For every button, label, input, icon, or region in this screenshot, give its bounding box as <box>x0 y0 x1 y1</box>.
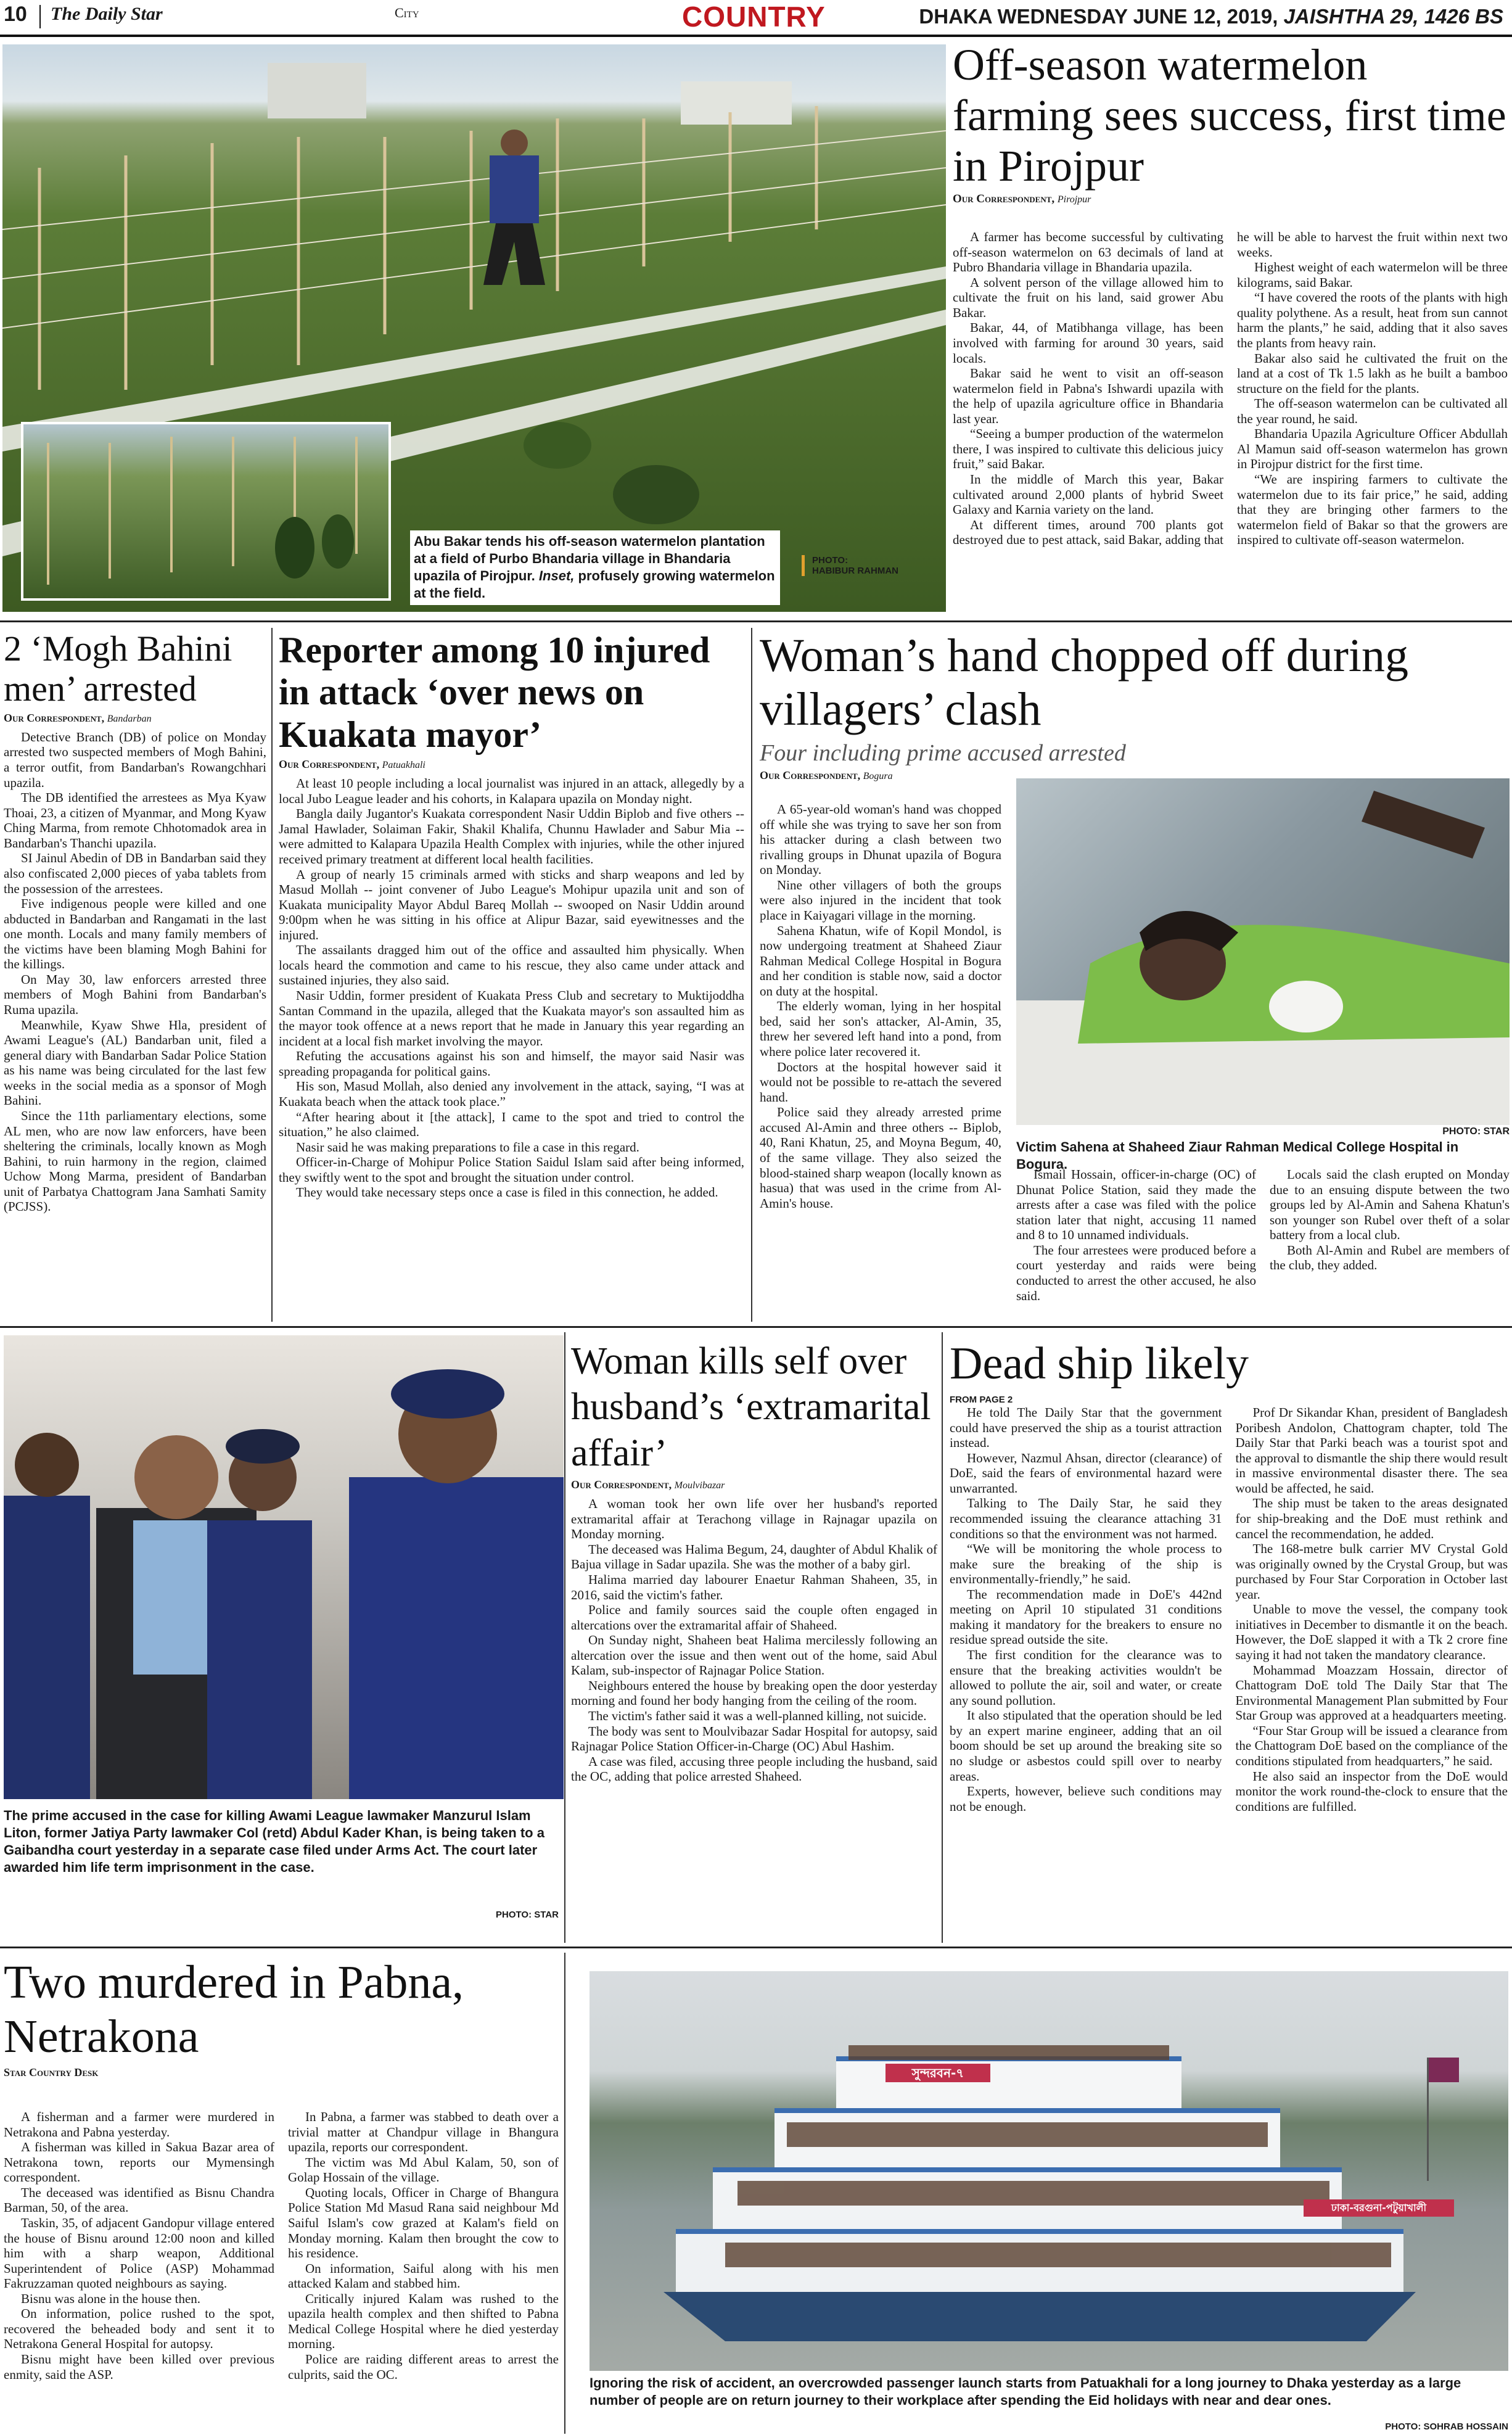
liton-photo <box>4 1335 564 1799</box>
paragraph: Mohammad Moazzam Hossain, director of Chattogram DoE told The Daily Star that The Environmental Management Plan submitted by Four Star Group was approved at a headquarters meeting. <box>1235 1662 1508 1723</box>
paragraph: Prof Dr Sikandar Khan, president of Bangladesh Poribesh Andolon, Chattogram chapter, told The Daily Star that Parki beach was a tourist spot and the approval to dismantle the ship there would result in massive environmental disaster there. The sea would be affected, he said. <box>1235 1405 1508 1496</box>
reporter-body <box>279 776 744 1200</box>
mogh-article <box>4 629 266 1214</box>
paragraph: Bhandaria Upazila Agriculture Officer Abdullah Al Mamun said off-season watermelon has grown in Pirojpur district for the first time. <box>1237 426 1508 472</box>
rule-v-2 <box>751 628 752 1322</box>
paragraph: “Four Star Group will be issued a clearance from the Chattogram DoE based on the compliance of the conditions stipulated from headquarters,” he said. <box>1235 1723 1508 1768</box>
paragraph: The deceased was identified as Bisnu Chandra Barman, 50, of the area. <box>4 2185 274 2215</box>
dateline-bn: JAISHTHA 29, 1426 BS <box>1283 5 1503 28</box>
masthead <box>0 0 1512 37</box>
paragraph: On information, police rushed to the spot, recovered the beheaded body and sent it to Netrakona General Hospital for autopsy. <box>4 2306 274 2352</box>
paragraph: A woman took her own life over her husband's reported extramarital affair at Terachong village in Rajnagar upazila on Monday morning. <box>571 1496 937 1542</box>
reporter-headline: Reporter among 10 injured in attack ‘over news on Kuakata mayor’ <box>279 630 710 755</box>
reporter-article <box>279 629 744 1200</box>
ship-headline: Dead ship likely <box>950 1338 1249 1389</box>
paragraph: On information, Saiful along with his men attacked Kalam and stabbed him. <box>288 2260 559 2291</box>
mogh-headline: 2 ‘Mogh Bahini men’ arrested <box>4 628 232 709</box>
paragraph: A farmer has become successful by cultivating off-season watermelon on 63 decimals of land at Pubro Bhandaria village in Bhandaria upazila. <box>953 229 1223 275</box>
paragraph: Bakar said he went to visit an off-season watermelon field in Pabna's Ishwardi upazila with the help of upazila agriculture office in Bhandaria last year. <box>953 366 1223 426</box>
mogh-body <box>4 730 266 1214</box>
woman-byline <box>571 1478 937 1491</box>
paragraph: A group of nearly 15 criminals armed with sticks and sharp weapons and led by Masud Mollah -- joint convener of Jubo League's Mohipur upazila unit and son of Kuakata municipality Mayor Abdul Bareq Mollah -- swooped on Nasir Uddin around 9:00pm when he was sitting in his office at Alipur Bazar, said eyewitnesses and the injured. <box>279 867 744 942</box>
paragraph: SI Jainul Abedin of DB in Bandarban said they also confiscated 2,000 pieces of yaba tablets from the possession of the arrestees. <box>4 851 266 896</box>
hand-photo <box>1016 778 1510 1125</box>
liton-caption: The prime accused in the case for killing Awami League lawmaker Manzurul Islam Liton, former Jatiya Party lawmaker Col (retd) Abdul Kader Khan, is being taken to a Gaibandha court yesterday in a separate case filed under Arms Act. The court later awarded him life term imprisonment in the case. <box>4 1808 544 1876</box>
paragraph: The first condition for the clearance was to ensure that the breaking activities wouldn't be allowed to pollute the air, soil and water, or create any sound pollution. <box>950 1647 1222 1708</box>
credit-label: PHOTO: <box>1385 2421 1421 2432</box>
paragraph: Critically injured Kalam was rushed to the upazila health complex and then shifted to Pabna Medical College Hospital where he died yesterday morning. <box>288 2291 559 2352</box>
credit-name: STAR <box>534 1910 559 1920</box>
hand-article <box>760 629 1509 787</box>
paragraph: “I have covered the roots of the plants with high quality polythene. As a result, heat from sun cannot harm the plants,” he said, adding that it also saves the plants from heavy rain. <box>1237 290 1508 350</box>
woman-article <box>571 1338 937 1784</box>
paragraph: Nasir said he was making preparations to file a case in this regard. <box>296 1139 639 1155</box>
byline-text: Our Correspondent, <box>953 192 1055 206</box>
byline-place: Bogura <box>863 771 893 782</box>
rule-v-4 <box>942 1332 943 1943</box>
paragraph: On May 30, law enforcers arrested three members of Mogh Bahini from Bandarban's Ruma upazila. <box>4 971 266 1018</box>
masthead-divider <box>39 5 41 28</box>
credit-label: PHOTO: <box>496 1910 532 1920</box>
dateline-en: DHAKA WEDNESDAY JUNE 12, 2019, <box>919 5 1278 28</box>
launch-caption: Ignoring the risk of accident, an overcrowded passenger launch starts from Patuakhali for a long journey to Dhaka yesterday as a large number of people are on return journey to their workplace after spending the Eid holidays with near and dear ones. <box>590 2375 1461 2408</box>
rule-row-2 <box>0 1326 1512 1328</box>
watermelon-headline: Off-season watermelon farming sees success, first time in Pirojpur <box>953 40 1506 191</box>
paragraph: On Sunday night, Shaheen beat Halima mercilessly following an altercation over the issue and then went out of the home, said Abul Kalam, sub-inspector of Rajnagar Police Station. <box>571 1633 937 1678</box>
pabna-headline: Two murdered in Pabna, Netrakona <box>4 1956 464 2063</box>
byline-text: Our Correspondent, <box>279 758 380 771</box>
hand-headline: Woman’s hand chopped off during villagers’ clash <box>760 630 1409 735</box>
paragraph: Doctors at the hospital however said it would not be possible to re-attach the severed hand. <box>760 1059 1001 1105</box>
police-escort-illustration <box>4 1335 564 1799</box>
launch-name-sign: সুন্দরবন-৭ <box>911 2066 964 2080</box>
paragraph: Both Al-Amin and Rubel are members of the club, they added. <box>1270 1242 1510 1273</box>
paragraph: Officer-in-Charge of Mohipur Police Station Saidul Islam said after being informed, they swiftly went to the spot and brought the situation under control. <box>279 1155 744 1185</box>
paragraph: The deceased was Halima Begum, 24, daughter of Abdul Khalik of Bajua village in Sadar upazila. She was the mother of a baby girl. <box>571 1541 937 1572</box>
paragraph: The ship must be taken to the areas designated for ship-breaking and the DoE must rethink and cancel the recommendation, he added. <box>1235 1496 1508 1541</box>
paragraph: Since the 11th parliamentary elections, some AL men, who are now law enforcers, have been sheltering the criminals, locally known as Mogh Bahini, to ruin harmony in the region, claimed Uchow Mong Marma, president of Bandarban unit of Parbatya Chattogram Jana Samhati Samity (PCJSS). <box>4 1108 266 1214</box>
caption-part-2: profusely growing watermelon at the field. <box>414 568 775 601</box>
byline-text: Our Correspondent, <box>4 711 105 724</box>
credit-name: HABIBUR RAHMAN <box>812 566 898 576</box>
paragraph: Bisnu was alone in the house then. <box>21 2291 201 2306</box>
launch-route-sign: ঢাকা-বরগুনা-পটুয়াখালী <box>1304 2199 1454 2217</box>
paragraph: Bakar, 44, of Matibhanga village, has been involved with farming for around 30 years, said locals. <box>953 320 1223 366</box>
paragraph: It also stipulated that the operation should be led by an expert marine engineer, adding that an oil boom should be set up around the breaking site so no sludge or asbestos could spill over to nearby areas. <box>950 1708 1222 1784</box>
watermelon-caption-text <box>414 533 776 603</box>
liton-credit <box>435 1910 559 1920</box>
ship-from-page: FROM PAGE 2 <box>950 1394 1013 1405</box>
credit-label: PHOTO: <box>812 555 848 566</box>
watermelon-article <box>953 39 1508 211</box>
watermelon-credit <box>802 555 931 576</box>
paragraph: The four arrestees were produced before a court yesterday and raids were being conducted to arrest the other accused, he also said. <box>1016 1242 1256 1303</box>
paragraph: Police and family sources said the couple often engaged in altercations over the extramarital affair of Shaheed. <box>571 1602 937 1633</box>
paper-logo: The Daily Star <box>51 4 163 24</box>
reporter-byline <box>279 758 744 771</box>
ship-article <box>950 1338 1508 1406</box>
paragraph: In Pabna, a farmer was stabbed to death over a trivial matter at Chandpur village in Bhangura upazila, reports our correspondent. <box>288 2109 559 2155</box>
paragraph: Nine other villagers of both the groups were also injured in the incident that took place in Kaiyagari village in the morning. <box>760 877 1001 923</box>
paragraph: A fisherman was killed in Sakua Bazar area of Netrakona town, reports our Mymensingh correspondent. <box>4 2140 274 2185</box>
paragraph: Nasir Uddin, former president of Kuakata Press Club and secretary to Muktijoddha Santan Command in the upazila, alleged that the Kuakata mayor's son assaulted him as the mayor took offence at a news report that he made in January this year regarding an incident at a local fish market involving the mayor. <box>279 988 744 1049</box>
credit-label: PHOTO: <box>1442 1126 1481 1137</box>
rule-v-3 <box>564 1332 565 1943</box>
byline-place: Patuakhali <box>382 760 425 771</box>
section-title: COUNTRY <box>682 1 826 33</box>
paragraph: The victim was Md Abul Kalam, 50, son of Golap Hossain of the village. <box>288 2154 559 2185</box>
paragraph: Ismail Hossain, officer-in-charge (OC) of Dhunat Police Station, said they made the arrests after a case was filed with the police station later that night, accusing 11 named and 8 to 10 unnamed individuals. <box>1016 1167 1256 1243</box>
section-small: City <box>395 5 419 20</box>
paragraph: At least 10 people including a local journalist was injured in an attack, allegedly by a local Jubo League leader and his cohorts, in Kalapara upazila on Monday night. <box>279 776 744 806</box>
paragraph: Neighbours entered the house by breaking open the door yesterday morning and found her body hanging from the ceiling of the room. <box>571 1678 937 1708</box>
paragraph: A solvent person of the village allowed him to cultivate the fruit on his land, said grower Abu Bakar. <box>953 274 1223 320</box>
pabna-body <box>4 2109 559 2431</box>
paragraph: Police are raiding different areas to arrest the culprits, said the OC. <box>288 2352 559 2382</box>
paragraph: Bisnu might have been killed over previous enmity, said the ASP. <box>4 2352 274 2382</box>
paragraph: The recommendation made in DoE's 442nd meeting on April 10 stipulated 31 conditions making it mandatory for the breakers to ensure no residue spread outside the site. <box>950 1586 1222 1647</box>
hand-body-left <box>760 802 1001 1211</box>
paragraph: Five indigenous people were killed and one abducted in Bandarban and Rangamati in the last one month. Locals and many family members of the victims have been blaming Mogh Bahini for the killings. <box>4 896 266 972</box>
paragraph: He also said an inspector from the DoE would monitor the work round-the-clock to ensure that the conditions are fulfilled. <box>1235 1768 1508 1814</box>
paragraph: Bakar also said he cultivated the fruit on the land at a cost of Tk 1.5 lakh as he built a bamboo structure on the field for the plants. <box>1237 350 1508 396</box>
credit-name: STAR <box>1483 1126 1510 1137</box>
paragraph: The victim's father said it was a well-planned killing, not suicide. <box>588 1708 927 1724</box>
paragraph: A fisherman and a farmer were murdered in Netrakona and Pabna yesterday. <box>4 2109 274 2140</box>
hand-credit <box>1016 1126 1510 1137</box>
launch-credit <box>1258 2421 1508 2432</box>
paragraph: Halima married day labourer Enaetur Rahman Shaheen, 35, in 2016, said the victim's father. <box>571 1572 937 1602</box>
inset-field-illustration <box>23 424 388 598</box>
paragraph: “We are inspiring farmers to cultivate the watermelon due to its fair price,” he said, adding that they are bringing other farmers to the watermelon field of Bakar so that the growers are inspired to cultivate off-season watermelon. <box>1237 472 1508 548</box>
paragraph: Highest weight of each watermelon will be three kilograms, said Bakar. <box>1237 260 1508 290</box>
watermelon-byline <box>953 192 1508 206</box>
paragraph: At different times, around 700 plants got destroyed due to pest attack, said Bakar, adding that he will be able to harvest the fruit within next two weeks. <box>953 229 1508 548</box>
launch-photo <box>590 1971 1508 2371</box>
paragraph: “Seeing a bumper production of the watermelon there, I was inspired to cultivate this delicious juicy fruit,” said Bakar. <box>953 426 1223 472</box>
paragraph: A case was filed, accusing three people including the husband, said the OC, adding that police arrested Shaheed. <box>571 1753 937 1784</box>
watermelon-photo <box>2 44 946 612</box>
paragraph: Detective Branch (DB) of police on Monday arrested two suspected members of Mogh Bahini, a terror outfit, from Bandarban's Rowangchhari upazila. <box>4 729 266 790</box>
hand-caption: Victim Sahena at Shaheed Ziaur Rahman Medical College Hospital in Bogura. <box>1016 1139 1459 1172</box>
credit-name: SOHRAB HOSSAIN <box>1423 2421 1508 2432</box>
pabna-byline: Star Country Desk <box>4 2066 99 2079</box>
paragraph: They would take necessary steps once a case is filed in this connection, he added. <box>296 1185 718 1200</box>
rule-row-1 <box>0 620 1512 622</box>
watermelon-body <box>953 229 1508 612</box>
paragraph: He told The Daily Star that the government could have preserved the ship as a tourist attraction instead. <box>950 1405 1222 1451</box>
paragraph: Bangla daily Jugantor's Kuakata correspondent Nasir Uddin Biplob and five others -- Jamal Hawlader, Solaiman Fakir, Shakil Khalifa, Chunnu Hawlader and Sabur Mia -- were admitted to Kalapara Upazila Health Complex with injuries, while the other injured received primary treatment at different local health facilities. <box>279 806 744 867</box>
byline-place: Moulvibazar <box>674 1480 725 1491</box>
paragraph: The assailants dragged him out of the office and assaulted him physically. When locals heard the commotion and came to his rescue, they also came under attack and sustained injuries, they also said. <box>279 942 744 988</box>
byline-place: Pirojpur <box>1057 194 1091 205</box>
caption-part-1: Abu Bakar tends his off-season watermelon plantation at a field of Purbo Bhandaria village in Bhandaria upazila of Pirojpur. <box>414 534 765 584</box>
paragraph: Sahena Khatun, wife of Kopil Mondol, is now undergoing treatment at Shaheed Ziaur Rahman Medical College Hospital in Bogura and her condition is stable now, said a doctor on duty at the hospital. <box>760 923 1001 999</box>
rule-row-3 <box>0 1947 1512 1948</box>
hand-body-right <box>1016 1167 1510 1315</box>
rule-v-1 <box>271 628 273 1322</box>
mogh-byline <box>4 712 266 725</box>
hospital-bed-illustration <box>1016 778 1510 1125</box>
paragraph: Unable to move the vessel, the company took initiatives in December to dismantle it on the beach. However, the DoE slapped it with a Tk 2 crore fine saying it had not taken the mandatory clearance. <box>1235 1602 1508 1662</box>
dateline <box>919 5 1503 28</box>
paragraph: Experts, however, believe such conditions may not be enough. <box>950 1784 1222 1814</box>
ship-body <box>950 1405 1508 1942</box>
paragraph: The DB identified the arrestees as Mya Kyaw Thoai, 23, a citizen of Myanmar, and Mong Kyaw Ching Marma, from remote Chhotomadok area in Bandarban's Thanchi upazila. <box>4 790 266 851</box>
paragraph: Locals said the clash erupted on Monday due to an ensuing dispute between the two groups led by Al-Amin and Sahena Khatun's son younger son Rubel over theft of a solar battery from a local club. <box>1270 1167 1510 1243</box>
paragraph: “We will be monitoring the whole process to make sure the breaking of the ship is environmentally-friendly,” he said. <box>950 1541 1222 1587</box>
paragraph: “After hearing about it [the attack], I came to the spot and tried to control the situation,” he also claimed. <box>279 1109 744 1140</box>
paragraph: Taskin, 35, of adjacent Gandopur village entered the house of Bisnu around 12:00 noon and killed him with a sharp weapon, Additional Superintendent of Police (ASP) Mohammad Fakruzzaman quoted neighbours as saying. <box>4 2215 274 2291</box>
caption-inset-word: Inset, <box>538 568 575 584</box>
byline-place: Bandarban <box>107 713 152 724</box>
paragraph: Police said they already arrested prime accused Al-Amin and three others -- Biplob, 40, Rani Khatun, 25, and Moyna Begum, 40, of the same village. They also seized the blood-stained sharp weapon (locally known as hasua) that was used in the crime from Al-Amin's house. <box>760 1105 1001 1211</box>
page-number: 10 <box>4 2 27 26</box>
paragraph: The elderly woman, lying in her hospital bed, said her son's attacker, Al-Amin, 35, threw her severed left hand into a pond, from where police later recovered it. <box>760 999 1001 1059</box>
paragraph: The off-season watermelon can be cultivated all the year round, he said. <box>1237 396 1508 426</box>
launch-illustration <box>590 1971 1508 2371</box>
paragraph: The body was sent to Moulvibazar Sadar Hospital for autopsy, said Rajnagar Police Station Officer-in-Charge (OC) Abul Hashim. <box>571 1723 937 1754</box>
woman-body <box>571 1496 937 1784</box>
paragraph: A 65-year-old woman's hand was chopped off while she was trying to save her son from his attacker during a clash between two rivalling groups in Dhunat upazila of Bogura on Monday. <box>760 802 1001 878</box>
paragraph: However, Nazmul Ahsan, director (clearance) of DoE, said the fears of environmental hazard were unwarranted. <box>950 1450 1222 1496</box>
paragraph: Meanwhile, Kyaw Shwe Hla, president of Awami League's (AL) Bandarban unit, filed a general diary with Bandarban Sadar Police Station as his name was being circulated for the last few weeks in the social media as a sponsor of Mogh Bahini. <box>4 1017 266 1108</box>
woman-headline: Woman kills self over husband’s ‘extramarital affair’ <box>571 1340 931 1474</box>
paragraph: Quoting locals, Officer in Charge of Bhangura Police Station Md Masud Rana said neighbour Md Saiful Islam's cow grazed at Kalam's field on Monday morning. Kalam then brought the cow to his residence. <box>288 2185 559 2261</box>
byline-text: Our Correspondent, <box>571 1478 672 1491</box>
paragraph: His son, Masud Mollah, also denied any involvement in the attack, saying, “I was at Kuakata beach when the attack took place.” <box>279 1079 744 1109</box>
pabna-article <box>4 1955 559 2084</box>
byline-text: Our Correspondent, <box>760 769 861 782</box>
paragraph: Talking to The Daily Star, he said they recommended issuing the clearance attaching 31 conditions so that the environment was not harmed. <box>950 1496 1222 1541</box>
paragraph: The 168-metre bulk carrier MV Crystal Gold was originally owned by the Crystal Group, but was purchased by Four Star Corporation in October last year. <box>1235 1541 1508 1602</box>
watermelon-caption-panel <box>410 530 780 605</box>
hand-subhead: Four including prime accused arrested <box>760 740 1126 767</box>
paragraph: Refuting the accusations against his son and himself, the mayor said Nasir was spreading propaganda for political gains. <box>279 1049 744 1079</box>
watermelon-inset-photo <box>21 422 391 601</box>
rule-v-5 <box>564 1953 565 2434</box>
paragraph: In the middle of March this year, Bakar cultivated around 2,000 plants of hybrid Sweet Galaxy and Karnia variety on the land. <box>953 472 1223 517</box>
